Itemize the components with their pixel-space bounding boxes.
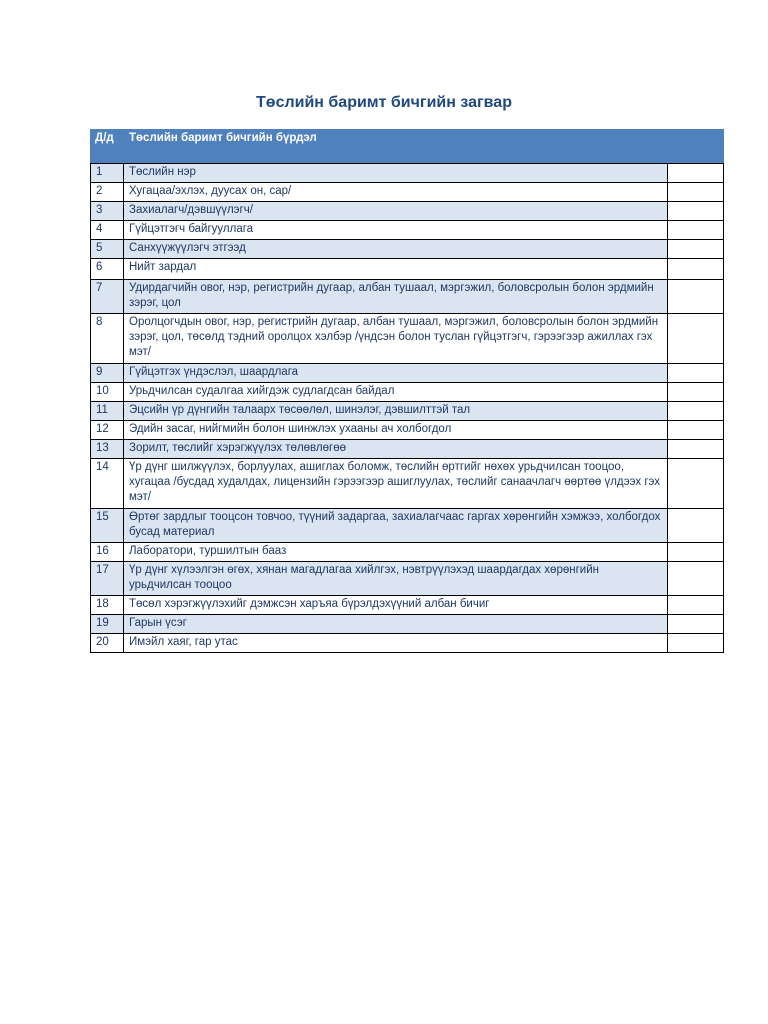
table-row (91, 202, 724, 221)
row-number: 16 (91, 543, 124, 562)
table-row (91, 164, 724, 183)
table-header-row (91, 130, 724, 164)
row-text: Лаборатори, туршилтын бааз (124, 543, 668, 562)
row-number: 4 (91, 221, 124, 240)
row-extra-cell (668, 402, 724, 421)
row-number: 18 (91, 596, 124, 615)
row-number: 8 (91, 314, 124, 364)
row-text: Эцсийн үр дүнгийн талаарх төсөөлөл, шинэлэг, дэвшилттэй тал (124, 402, 668, 421)
row-extra-cell (668, 459, 724, 509)
table-row (91, 615, 724, 634)
row-extra-cell (668, 183, 724, 202)
row-extra-cell (668, 421, 724, 440)
row-text: Захиалагч/дэвшүүлэгч/ (124, 202, 668, 221)
table-row (91, 364, 724, 383)
row-extra-cell (668, 596, 724, 615)
row-extra-cell (668, 634, 724, 653)
row-text: Хугацаа/эхлэх, дуусах он, сар/ (124, 183, 668, 202)
header-number: Д/д (91, 130, 124, 164)
row-extra-cell (668, 314, 724, 364)
table-row (91, 221, 724, 240)
row-number: 6 (91, 259, 124, 280)
row-number: 14 (91, 459, 124, 509)
table-row (91, 402, 724, 421)
header-extra (668, 130, 724, 164)
row-number: 11 (91, 402, 124, 421)
row-text: Үр дүнг шилжүүлэх, борлуулах, ашиглах боломж, төслийн өртгийг нөхөх урьдчилсан тооцоо, хугацаа /бусдад худалдах, лицензийн гэрээгээр ашиглуулах, төслийг санаачлагч өөртөө үлдээх гэх мэт/ (124, 459, 668, 509)
table-row (91, 543, 724, 562)
row-number: 12 (91, 421, 124, 440)
table-row (91, 240, 724, 259)
row-extra-cell (668, 259, 724, 280)
row-extra-cell (668, 383, 724, 402)
table-row (91, 596, 724, 615)
table-row (91, 440, 724, 459)
row-number: 9 (91, 364, 124, 383)
row-text: Имэйл хаяг, гар утас (124, 634, 668, 653)
row-text: Өртөг зардлыг тооцсон товчоо, түүний задаргаа, захиалагчаас гаргах хөрөнгийн хэмжээ, холбогдох бусад материал (124, 509, 668, 543)
row-extra-cell (668, 543, 724, 562)
row-number: 7 (91, 280, 124, 314)
row-number: 20 (91, 634, 124, 653)
table-row (91, 459, 724, 509)
table-body (91, 164, 724, 653)
row-text: Удирдагчийн овог, нэр, регистрийн дугаар, албан тушаал, мэргэжил, боловсролын болон эрдмийн зэрэг, цол (124, 280, 668, 314)
table-row (91, 280, 724, 314)
row-extra-cell (668, 221, 724, 240)
row-extra-cell (668, 364, 724, 383)
row-text: Гүйцэтгэх үндэслэл, шаардлага (124, 364, 668, 383)
row-text: Нийт зардал (124, 259, 668, 280)
row-text: Оролцогчдын овог, нэр, регистрийн дугаар, албан тушаал, мэргэжил, боловсролын болон эрдмийн зэрэг, цол, төсөлд тэдний оролцох хэлбэр /үндсэн болон туслан гүйцэтгэгч, гэрээгээр ажиллах гэх мэт/ (124, 314, 668, 364)
row-extra-cell (668, 440, 724, 459)
row-number: 1 (91, 164, 124, 183)
row-extra-cell (668, 240, 724, 259)
row-text: Төсөл хэрэгжүүлэхийг дэмжсэн харъяа бүрэлдэхүүний албан бичиг (124, 596, 668, 615)
row-number: 5 (91, 240, 124, 259)
table-row (91, 509, 724, 543)
header-component: Төслийн баримт бичгийн бүрдэл (124, 130, 668, 164)
row-extra-cell (668, 509, 724, 543)
row-number: 3 (91, 202, 124, 221)
table-row (91, 183, 724, 202)
table-row (91, 383, 724, 402)
row-extra-cell (668, 562, 724, 596)
table-row (91, 259, 724, 280)
row-text: Урьдчилсан судалгаа хийгдэж судлагдсан байдал (124, 383, 668, 402)
row-text: Гарын үсэг (124, 615, 668, 634)
table-row (91, 421, 724, 440)
table-row (91, 314, 724, 364)
document-table (90, 129, 724, 653)
table-row (91, 634, 724, 653)
row-text: Гүйцэтгэгч байгууллага (124, 221, 668, 240)
row-extra-cell (668, 615, 724, 634)
row-number: 13 (91, 440, 124, 459)
table-row (91, 562, 724, 596)
page-title: Төслийн баримт бичгийн загвар (256, 94, 512, 111)
row-number: 10 (91, 383, 124, 402)
row-extra-cell (668, 202, 724, 221)
row-extra-cell (668, 280, 724, 314)
row-text: Үр дүнг хүлээлгэн өгөх, хянан магадлагаа хийлгэх, нэвтрүүлэхэд шаардагдах хөрөнгийн урьдчилсан тооцоо (124, 562, 668, 596)
row-text: Эдийн засаг, нийгмийн болон шинжлэх ухааны ач холбогдол (124, 421, 668, 440)
row-text: Төслийн нэр (124, 164, 668, 183)
row-text: Санхүүжүүлэгч этгээд (124, 240, 668, 259)
row-text: Зорилт, төслийг хэрэгжүүлэх төлөвлөгөө (124, 440, 668, 459)
row-number: 2 (91, 183, 124, 202)
row-number: 17 (91, 562, 124, 596)
row-number: 15 (91, 509, 124, 543)
row-extra-cell (668, 164, 724, 183)
row-number: 19 (91, 615, 124, 634)
